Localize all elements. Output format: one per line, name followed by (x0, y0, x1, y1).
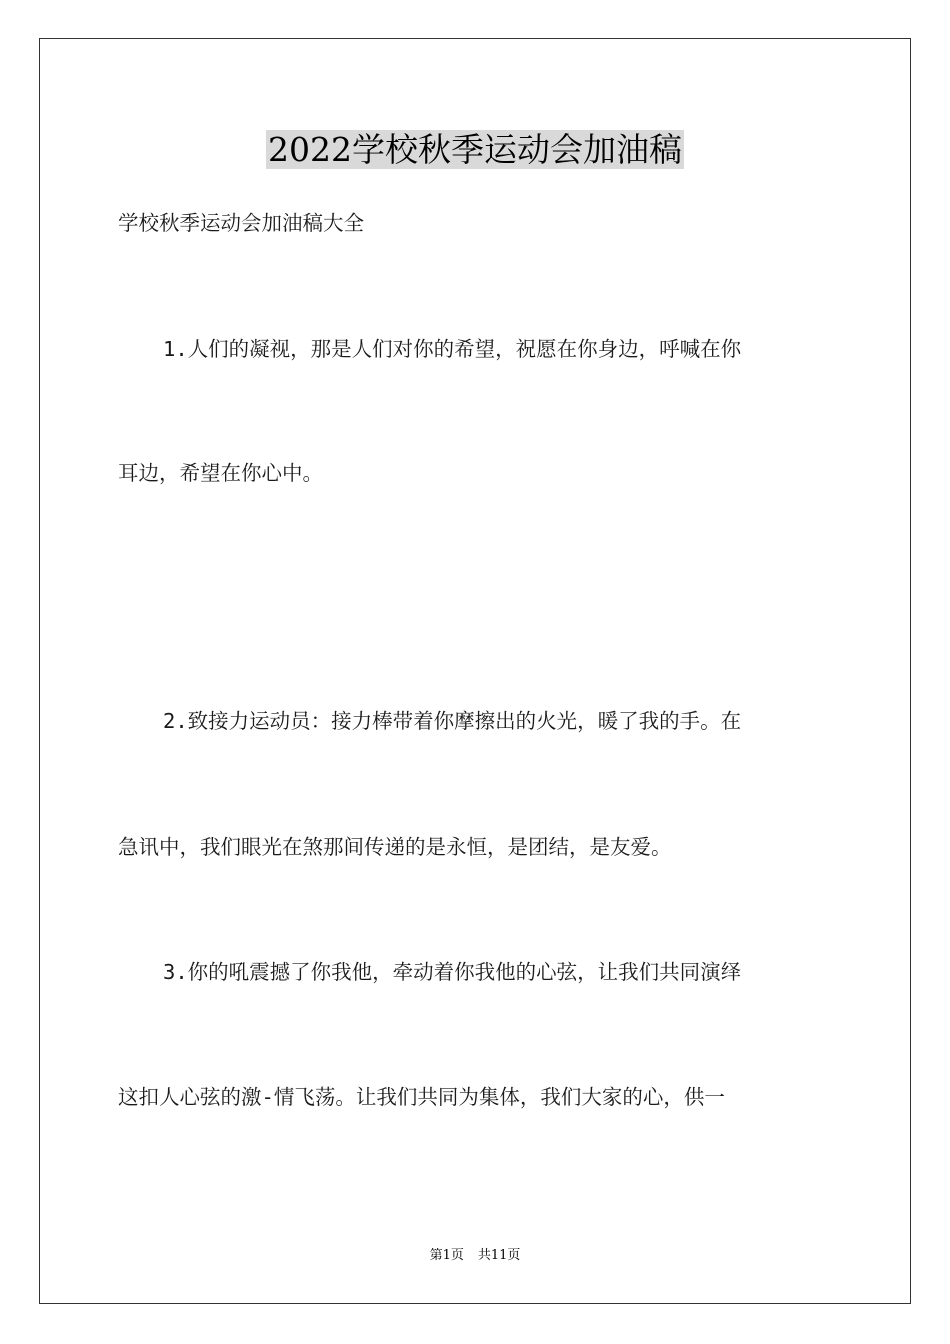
document-subtitle: 学校秋季运动会加油稿大全 (118, 211, 364, 235)
page-footer (0, 1246, 950, 1266)
paragraph-line: 急讯中，我们眼光在煞那间传递的是永恒，是团结，是友爱。 (118, 835, 672, 859)
paragraph-line: 耳边，希望在你心中。 (118, 461, 323, 485)
page-number: 第1页 (429, 1248, 464, 1263)
document-title (0, 125, 950, 175)
paragraph-line: 这扣人心弦的激-情飞荡。让我们共同为集体，我们大家的心，供一 (118, 1085, 725, 1109)
paragraph-line: 3.你的吼震撼了你我他，牵动着你我他的心弦，让我们共同演绎 (163, 960, 742, 984)
paragraph-line: 1.人们的凝视，那是人们对你的希望，祝愿在你身边，呼喊在你 (163, 337, 742, 361)
paragraph-line: 2.致接力运动员：接力棒带着你摩擦出的火光，暖了我的手。在 (163, 709, 742, 733)
document-title-text: 2022学校秋季运动会加油稿 (268, 130, 682, 169)
page-total: 共11页 (477, 1248, 521, 1263)
